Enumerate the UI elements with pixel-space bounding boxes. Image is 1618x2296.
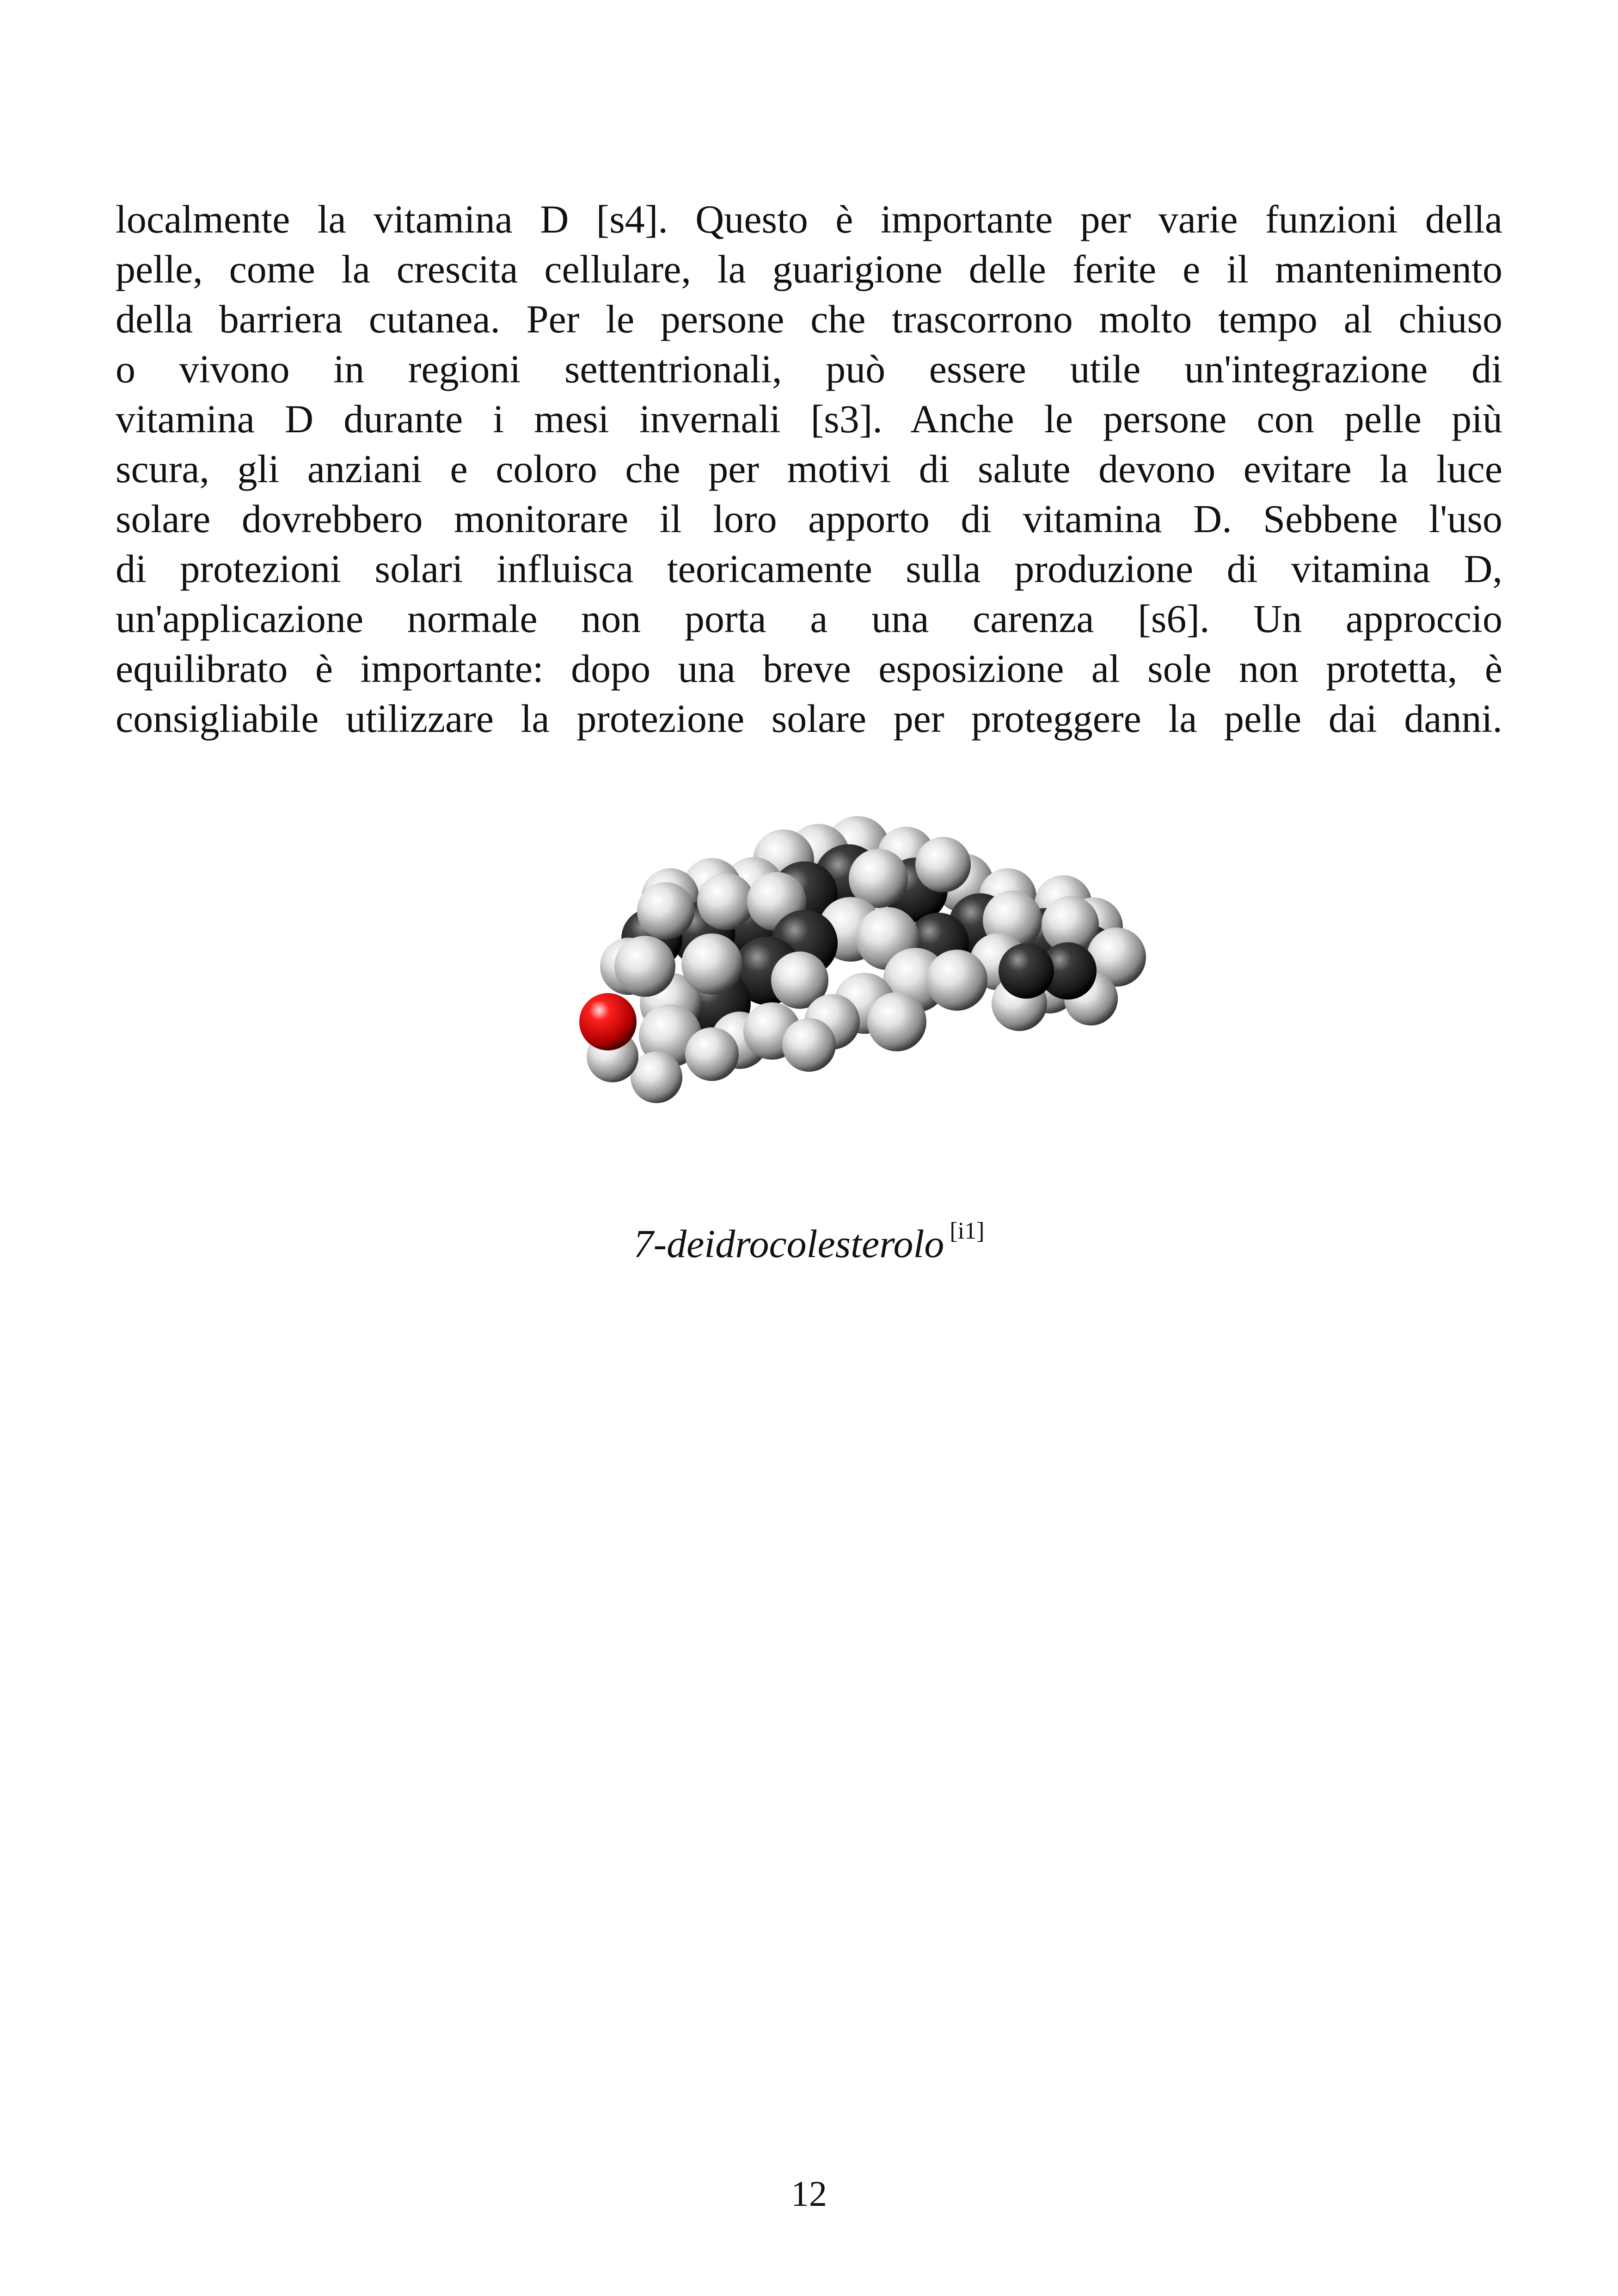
molecule-figure [453,804,1165,1174]
paragraph-line: un'applicazione normale non porta a una carenza [s6]. Un approccio [116,596,1502,641]
paragraph-line: vitamina D durante i mesi invernali [s3]. Anche le persone con pelle più [116,397,1502,441]
paragraph-line: scura, gli anziani e coloro che per motivi di salute devono evitare la luce [116,447,1502,491]
paragraph-line: localmente la vitamina D [s4]. Questo è importante per varie funzioni della [116,197,1502,241]
hydrogen-atom [685,1027,739,1081]
hydrogen-atom [915,837,971,892]
caption-title: 7-deidrocolesterolo [633,1222,944,1266]
paragraph-line: o vivono in regioni settentrionali, può essere utile un'integrazione di [116,347,1502,391]
molecule-space-filling-model [453,804,1165,1174]
molecule-atoms [579,816,1146,1103]
figure-caption [0,1218,1618,1267]
hydrogen-atom [867,992,926,1051]
hydrogen-atom [697,873,754,930]
paragraph-line: solare dovrebbero monitorare il loro apporto di vitamina D. Sebbene l'uso [116,497,1502,541]
paragraph-line: pelle, come la crescita cellulare, la guarigione delle ferite e il mantenimento [116,247,1502,291]
paragraph-line: consigliabile utilizzare la protezione solare per proteggere la pelle dai danni. [116,696,1502,741]
hydrogen-atom [681,933,742,995]
page-number: 12 [791,2173,827,2214]
caption-reference: [i1] [950,1218,985,1244]
hydrogen-atom [782,1018,836,1072]
hydrogen-atom [637,882,694,939]
paragraph-line: equilibrato è importante: dopo una breve esposizione al sole non protetta, è [116,646,1502,691]
carbon-atom [999,943,1054,999]
hydrogen-atom [926,950,987,1011]
paragraph-line: di protezioni solari influisca teoricamente sulla produzione di vitamina D, [116,546,1502,591]
paragraph-line: della barriera cutanea. Per le persone che trascorrono molto tempo al chiuso [116,297,1502,341]
oxygen-atom [579,993,637,1050]
hydrogen-atom [614,936,675,997]
hydrogen-atom [631,1051,682,1103]
body-paragraph [116,194,1502,743]
